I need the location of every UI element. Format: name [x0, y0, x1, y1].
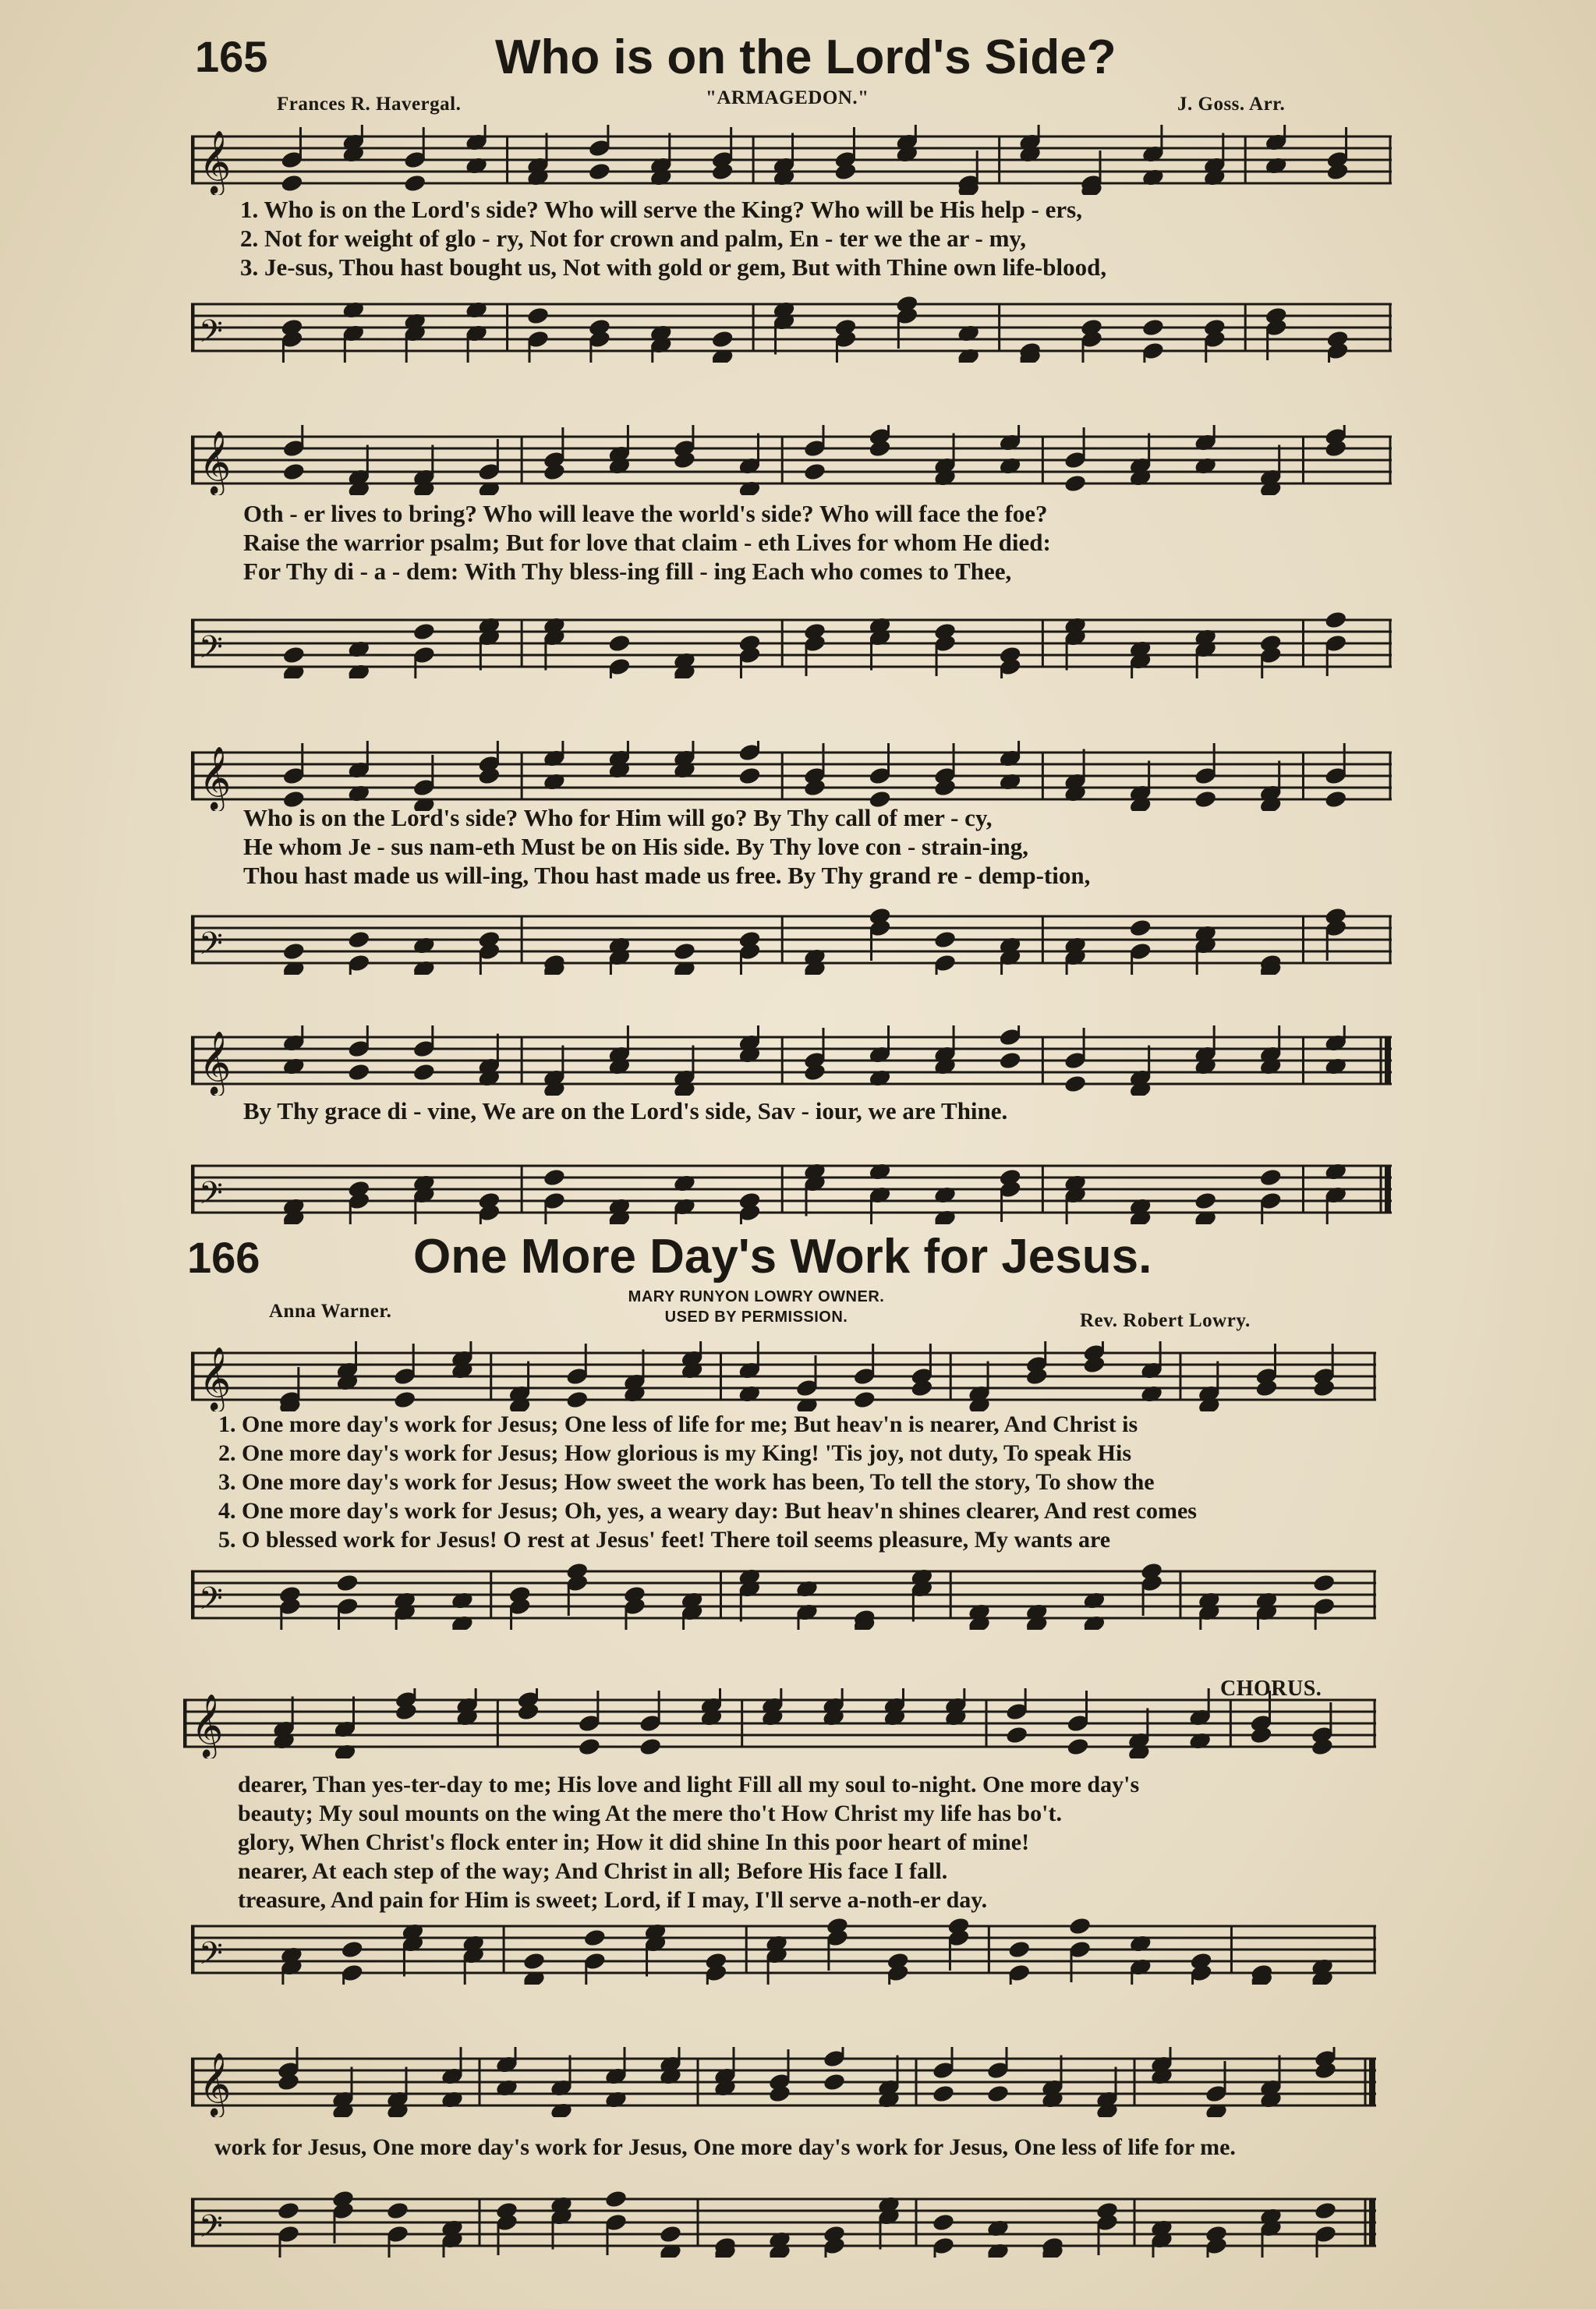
note-head	[957, 324, 981, 344]
lyrics-block	[240, 195, 1106, 282]
staff-drawing	[191, 905, 1392, 975]
note-head	[1082, 1591, 1106, 1611]
treble-staff	[191, 2047, 1376, 2117]
lyric-line: 4. One more day's work for Jesus; Oh, yes, a weary day: But heav'n shines clearer, And rest comes	[218, 1498, 1197, 1524]
note-head	[281, 645, 306, 665]
note-head	[932, 2212, 956, 2233]
note-head	[738, 1384, 762, 1404]
author-credit: Frances R. Havergal.	[277, 94, 462, 115]
note-head	[341, 300, 366, 320]
note-head	[738, 766, 762, 786]
note-head	[1005, 1725, 1029, 1745]
lyric-line: He whom Je - sus nam-eth Must be on His side. By Thy love con - strain-ing,	[243, 833, 1028, 860]
staff-drawing	[183, 1688, 1376, 1758]
note-head	[393, 1390, 417, 1410]
note-head	[823, 2072, 847, 2092]
note-head	[335, 1573, 359, 1593]
note-head	[543, 1167, 567, 1188]
note-head	[526, 306, 550, 326]
treble-clef-icon: 𝄞	[199, 1346, 232, 1410]
note-head	[1314, 2201, 1338, 2221]
hymn-title: One More Day's Work for Jesus.	[413, 1230, 1152, 1284]
note-head	[933, 930, 957, 950]
note-head	[1324, 1057, 1348, 1077]
staff-drawing	[191, 292, 1392, 363]
lyrics-block	[243, 803, 1090, 890]
note-head	[1194, 789, 1218, 809]
staff-drawing	[191, 425, 1392, 495]
treble-clef-icon: 𝄞	[199, 129, 232, 193]
note-head	[933, 1185, 957, 1206]
note-head	[1194, 1191, 1218, 1211]
treble-staff	[191, 425, 1392, 495]
note-head	[465, 156, 489, 176]
note-head	[281, 1057, 306, 1077]
lyrics-block	[238, 1770, 1139, 1914]
note-head	[795, 1579, 819, 1599]
composer-credit: Rev. Robert Lowry.	[1080, 1310, 1251, 1331]
lyric-line: Oth - er lives to bring? Who will leave the world's side? Who will face the foe?	[243, 500, 1048, 527]
note-head	[441, 2090, 465, 2110]
note-head	[522, 1951, 547, 1971]
note-head	[738, 480, 762, 495]
staff-drawing	[191, 1154, 1392, 1224]
note-head	[347, 1062, 371, 1082]
note-head	[998, 1050, 1022, 1071]
note-head	[1324, 789, 1348, 809]
note-head	[1066, 1737, 1090, 1757]
note-head	[1063, 473, 1088, 494]
note-head	[543, 772, 567, 792]
bass-clef-icon: 𝄢	[199, 1581, 223, 1624]
bass-staff	[191, 1560, 1376, 1630]
lyric-line: 3. Je-sus, Thou hast bought us, Not with gold or gem, But with Thine own life-blood,	[240, 253, 1107, 281]
lyric-line: beauty; My soul mounts on the wing At the mere tho't How Christ my life has bo't.	[238, 1801, 1062, 1826]
note-head	[1128, 918, 1152, 938]
bass-staff	[191, 1154, 1392, 1224]
note-head	[1063, 1074, 1088, 1094]
lyric-line: 1. One more day's work for Jesus; One less of life for me; But heav'n is nearer, And Christ is	[218, 1411, 1138, 1437]
note-head	[986, 2219, 1010, 2239]
note-head	[281, 941, 306, 961]
lyric-line: glory, When Christ's flock enter in; How it did shine In this poor heart of mine!	[238, 1829, 1030, 1855]
bass-clef-icon: 𝄢	[199, 1175, 223, 1219]
note-head	[868, 1068, 892, 1089]
note-head	[412, 622, 437, 642]
note-head	[673, 941, 697, 961]
note-head	[277, 2201, 301, 2221]
chorus-label: CHORUS.	[1220, 1677, 1322, 1701]
bass-staff	[191, 2187, 1376, 2258]
note-head	[495, 2078, 519, 2098]
bass-clef-icon: 𝄢	[199, 1935, 223, 1979]
author-credit: Anna Warner.	[269, 1301, 392, 1322]
note-head	[1188, 1731, 1212, 1751]
note-head	[659, 2224, 683, 2244]
note-head	[710, 329, 734, 349]
staff-drawing	[191, 1341, 1376, 1411]
note-head	[465, 300, 489, 320]
treble-clef-icon: 𝄞	[199, 1030, 232, 1094]
lyric-line: By Thy grace di - vine, We are on the Lord's side, Sav - iour, we are Thine.	[243, 1097, 1008, 1124]
lyric-line: 2. One more day's work for Jesus; How glorious is my King! 'Tis joy, not duty, To speak His	[218, 1440, 1132, 1466]
lyric-line: treasure, And pain for Him is sweet; Lord, if I may, I'll serve a-noth-er day.	[238, 1887, 988, 1913]
note-head	[998, 772, 1022, 792]
note-head	[578, 1737, 602, 1757]
note-head	[281, 462, 306, 482]
staff-drawing	[191, 125, 1392, 195]
permission-line: USED BY PERMISSION.	[664, 1309, 848, 1326]
note-head	[1141, 168, 1166, 188]
note-head	[998, 456, 1022, 476]
note-head	[347, 930, 371, 950]
note-head	[1324, 1162, 1348, 1182]
note-head	[347, 784, 371, 804]
lyric-line: nearer, At each step of the way; And Christ in all; Before His face I fall.	[238, 1858, 948, 1884]
treble-staff	[191, 125, 1392, 195]
note-head	[803, 462, 827, 482]
treble-staff	[191, 1341, 1376, 1411]
note-head	[673, 1174, 697, 1194]
bass-staff	[191, 1914, 1376, 1985]
treble-clef-icon: 𝄞	[199, 2052, 232, 2116]
note-head	[604, 2189, 628, 2209]
note-head	[852, 1390, 876, 1410]
composer-credit: J. Goss. Arr.	[1177, 94, 1286, 115]
note-head	[451, 1591, 475, 1611]
staff-drawing	[191, 2187, 1376, 2258]
note-head	[565, 1390, 589, 1410]
note-head	[795, 1396, 819, 1411]
treble-staff	[183, 1688, 1376, 1758]
note-head	[550, 2102, 574, 2117]
note-head	[582, 1928, 607, 1948]
staff-drawing	[191, 1025, 1392, 1096]
note-head	[1205, 2102, 1229, 2117]
note-head	[333, 1743, 357, 1758]
note-head	[1141, 317, 1166, 338]
note-head	[347, 639, 371, 660]
lyrics-block	[214, 2133, 1236, 2162]
lyric-line: For Thy di - a - dem: With Thy bless-ing fill - ing Each who comes to Thee,	[243, 558, 1012, 585]
lyric-line: Who is on the Lord's side? Who for Him will go? By Thy call of mer - cy,	[243, 804, 993, 831]
tune-name: "ARMAGEDON."	[706, 87, 869, 108]
staff-drawing	[191, 1914, 1376, 1985]
note-head	[1068, 1916, 1092, 1936]
bass-clef-icon: 𝄢	[199, 313, 223, 357]
staff-drawing	[191, 741, 1392, 811]
note-head	[403, 173, 427, 193]
bass-staff	[191, 608, 1392, 678]
bass-staff	[191, 905, 1392, 975]
note-head	[1264, 156, 1288, 176]
note-head	[868, 1162, 892, 1182]
lyric-line: 2. Not for weight of glo - ry, Not for crown and palm, En - ter we the ar - my,	[240, 225, 1026, 252]
treble-staff	[191, 1025, 1392, 1096]
owner-line: MARY RUNYON LOWRY OWNER.	[628, 1288, 885, 1305]
lyric-line: dearer, Than yes-ter-day to me; His love and light Fill all my soul to-night. One more day's	[238, 1772, 1140, 1797]
staff-drawing	[191, 608, 1392, 678]
note-head	[412, 1062, 437, 1082]
treble-clef-icon: 𝄞	[191, 1693, 224, 1757]
note-head	[1258, 1167, 1283, 1188]
lyric-line: Thou hast made us will-ing, Thou hast made us free. By Thy grand re - demp-tion,	[243, 862, 1091, 889]
treble-clef-icon: 𝄞	[199, 430, 232, 494]
lyrics-block	[243, 1096, 1007, 1125]
note-head	[588, 161, 612, 182]
note-head	[932, 2084, 956, 2104]
note-head	[340, 1939, 364, 1960]
bass-clef-icon: 𝄢	[199, 629, 223, 673]
note-head	[1128, 1934, 1152, 1954]
note-head	[604, 2090, 628, 2110]
lyrics-block	[243, 499, 1051, 586]
note-head	[280, 173, 304, 193]
note-head	[1324, 610, 1348, 630]
bass-clef-icon: 𝄢	[199, 926, 223, 969]
note-head	[386, 2201, 410, 2221]
note-head	[607, 633, 632, 653]
staff-drawing	[191, 1560, 1376, 1630]
owner-credit	[608, 1287, 904, 1327]
lyric-line: 5. O blessed work for Jesus! O rest at Jesus' feet! There toil seems pleasure, My wants are	[218, 1527, 1111, 1553]
lyric-line: Raise the warrior psalm; But for love that claim - eth Lives for whom He died:	[243, 529, 1051, 556]
hymn-number: 165	[195, 32, 268, 81]
note-head	[412, 936, 437, 956]
staff-drawing	[191, 2047, 1376, 2117]
note-head	[986, 2084, 1010, 2104]
hymn-number: 166	[187, 1233, 260, 1282]
note-head	[477, 480, 501, 495]
note-head	[1140, 1384, 1164, 1404]
hymn-title: Who is on the Lord's Side?	[495, 30, 1116, 84]
note-head	[1007, 1939, 1032, 1960]
lyric-line: 1. Who is on the Lord's side? Who will serve the King? Who will be His help - ers,	[240, 196, 1082, 223]
treble-staff	[191, 741, 1392, 811]
note-head	[639, 1737, 663, 1757]
lyric-line: 3. One more day's work for Jesus; How sweet the work has been, To tell the story, To show the	[218, 1469, 1155, 1495]
bass-staff	[191, 292, 1392, 363]
lyrics-block	[218, 1410, 1197, 1554]
note-head	[1194, 456, 1218, 476]
treble-clef-icon: 𝄞	[199, 745, 232, 809]
lyric-line: work for Jesus, One more day's work for Jesus, One more day's work for Jesus, One less of life for me.	[214, 2134, 1236, 2160]
bass-clef-icon: 𝄢	[199, 2208, 223, 2252]
note-head	[1312, 1573, 1336, 1593]
